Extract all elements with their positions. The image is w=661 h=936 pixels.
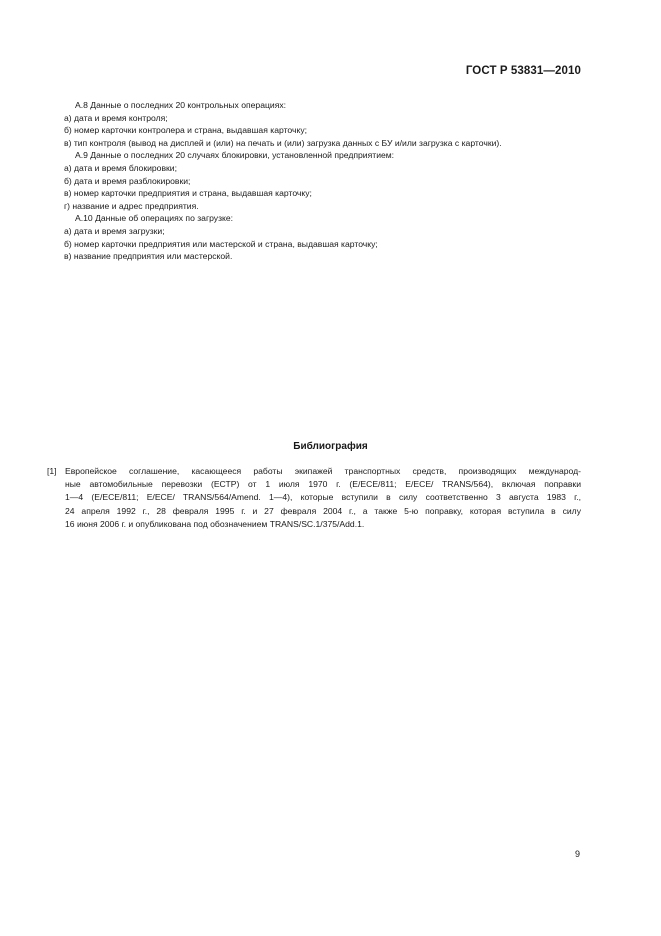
section-a10-item-c: в) название предприятия или мастерской. (64, 251, 233, 262)
section-a10-title: А.10 Данные об операциях по загрузке: (75, 213, 234, 224)
section-a10-item-b: б) номер карточки предприятия или мастерской и страна, выдавшая карточку; (64, 238, 378, 249)
section-a9-title: А.9 Данные о последних 20 случаях блокировки, установленной предприятием: (75, 150, 395, 161)
section-a9-item-b: б) дата и время разблокировки; (64, 175, 191, 186)
bibliography-entry-text (65, 465, 581, 531)
annex-content (64, 99, 594, 263)
section-a9-item-d: г) название и адрес предприятия. (64, 200, 199, 211)
bibliography-entry-number: [1] (47, 466, 57, 476)
bibliography-entry-line: 16 июня 2006 г. и опубликована под обозначением TRANS/SC.1/375/Add.1. (65, 518, 365, 529)
section-a8-item-a: а) дата и время контроля; (64, 112, 168, 123)
bibliography-title: Библиография (293, 441, 368, 452)
section-a8-title: А.8 Данные о последних 20 контрольных операциях: (75, 100, 287, 110)
page-number: 9 (574, 849, 580, 859)
bibliography-entry-line: 24 апреля 1992 г., 28 февраля 1995 г. и 27 февраля 2004 г., а также 5-ю поправку, которая вступила в силу (65, 505, 581, 516)
document-code-header: ГОСТ Р 53831—2010 (465, 65, 581, 77)
section-a10-item-a: а) дата и время загрузки; (64, 225, 165, 236)
section-a8-item-c: в) тип контроля (вывод на дисплей и (или) на печать и (или) загрузка данных с БУ и/или загрузка с карточки). (64, 137, 502, 148)
section-a9-item-a: а) дата и время блокировки; (64, 162, 177, 173)
section-a9-item-c: в) номер карточки предприятия и страна, выдавшая карточку; (64, 188, 312, 199)
bibliography-entry-line: Европейское соглашение, касающееся работы экипажей транспортных средств, производящих международ- (65, 466, 581, 476)
section-a8-item-b: б) номер карточки контролера и страна, выдавшая карточку; (64, 125, 308, 136)
bibliography-entry-line: 1—4 (E/ECE/811; E/ECE/ TRANS/564/Amend. 1—4), которые вступили в силу соответственно 3 августа 1983 г., (65, 492, 581, 503)
bibliography-entry (47, 465, 581, 531)
bibliography-entry-line: ные автомобильные перевозки (ЕСТР) от 1 июля 1970 г. (E/ECE/811; E/ECE/ TRANS/564), включая поправки (65, 479, 581, 490)
